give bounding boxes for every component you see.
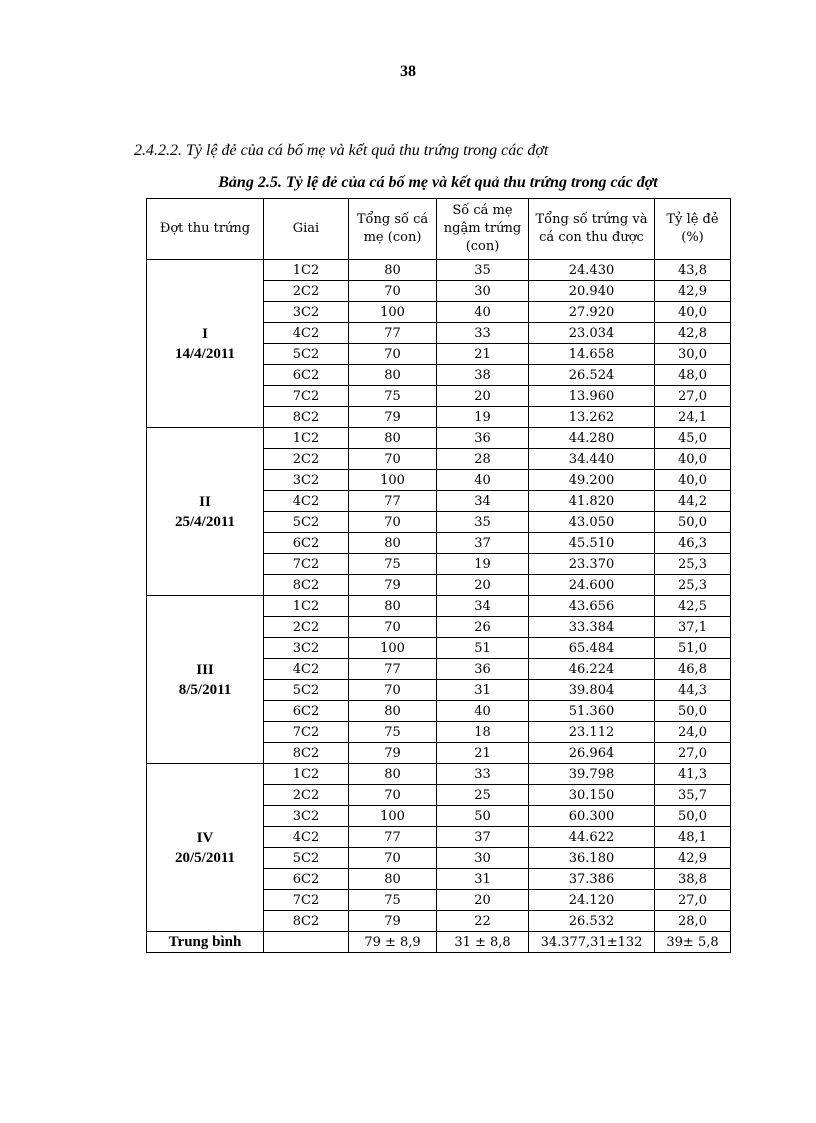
cell-total-eggs: 30.150: [529, 785, 655, 806]
cell-total-eggs: 45.510: [529, 533, 655, 554]
cell-brooding-females: 36: [437, 428, 529, 449]
cell-total-eggs: 60.300: [529, 806, 655, 827]
cell-total-eggs: 13.262: [529, 407, 655, 428]
cell-spawning-rate: 50,0: [655, 806, 731, 827]
summary-brooding-females: 31 ± 8,8: [437, 932, 529, 953]
cell-spawning-rate: 44,3: [655, 680, 731, 701]
cell-total-eggs: 20.940: [529, 281, 655, 302]
cell-total-eggs: 24.600: [529, 575, 655, 596]
cell-spawning-rate: 27,0: [655, 386, 731, 407]
header-ty-le-de: Tỷ lệ đẻ (%): [655, 199, 731, 260]
cell-giai: 2C2: [264, 617, 349, 638]
cell-giai: 8C2: [264, 743, 349, 764]
batch-cell: [147, 428, 264, 596]
cell-total-eggs: 26.964: [529, 743, 655, 764]
cell-brooding-females: 21: [437, 743, 529, 764]
cell-brooding-females: 37: [437, 533, 529, 554]
summary-total-eggs: 34.377,31±132: [529, 932, 655, 953]
cell-total-eggs: 39.804: [529, 680, 655, 701]
cell-brooding-females: 31: [437, 869, 529, 890]
cell-giai: 6C2: [264, 869, 349, 890]
cell-spawning-rate: 42,9: [655, 281, 731, 302]
cell-total-females: 100: [349, 302, 437, 323]
batch-cell: [147, 596, 264, 764]
cell-giai: 8C2: [264, 575, 349, 596]
cell-total-eggs: 44.622: [529, 827, 655, 848]
summary-spawning-rate: 39± 5,8: [655, 932, 731, 953]
cell-giai: 8C2: [264, 407, 349, 428]
batch-date: 8/5/2011: [178, 681, 232, 698]
cell-spawning-rate: 37,1: [655, 617, 731, 638]
cell-total-females: 80: [349, 596, 437, 617]
cell-total-females: 80: [349, 701, 437, 722]
cell-brooding-females: 40: [437, 302, 529, 323]
cell-giai: 4C2: [264, 491, 349, 512]
cell-total-eggs: 27.920: [529, 302, 655, 323]
cell-spawning-rate: 40,0: [655, 449, 731, 470]
summary-total-females: 79 ± 8,9: [349, 932, 437, 953]
cell-spawning-rate: 38,8: [655, 869, 731, 890]
summary-giai: [264, 932, 349, 953]
cell-brooding-females: 35: [437, 260, 529, 281]
cell-brooding-females: 33: [437, 764, 529, 785]
cell-brooding-females: 25: [437, 785, 529, 806]
cell-total-eggs: 36.180: [529, 848, 655, 869]
cell-total-females: 100: [349, 470, 437, 491]
cell-total-eggs: 26.532: [529, 911, 655, 932]
table-caption: Bảng 2.5. Tỷ lệ đẻ của cá bố mẹ và kết quả thu trứng trong các đợt: [218, 174, 658, 191]
cell-total-females: 75: [349, 722, 437, 743]
header-so-ca-me-ngam-trung: Số cá mẹ ngậm trứng (con): [437, 199, 529, 260]
table-row: [147, 260, 731, 281]
cell-total-eggs: 43.050: [529, 512, 655, 533]
cell-total-females: 75: [349, 386, 437, 407]
cell-giai: 4C2: [264, 827, 349, 848]
cell-total-females: 79: [349, 743, 437, 764]
cell-total-eggs: 37.386: [529, 869, 655, 890]
cell-total-females: 80: [349, 533, 437, 554]
cell-brooding-females: 19: [437, 407, 529, 428]
header-giai: Giai: [264, 199, 349, 260]
cell-giai: 1C2: [264, 596, 349, 617]
cell-giai: 1C2: [264, 260, 349, 281]
cell-spawning-rate: 40,0: [655, 470, 731, 491]
batch-label: II: [199, 493, 211, 510]
cell-total-eggs: 65.484: [529, 638, 655, 659]
cell-total-eggs: 51.360: [529, 701, 655, 722]
cell-total-females: 70: [349, 512, 437, 533]
cell-brooding-females: 22: [437, 911, 529, 932]
cell-giai: 4C2: [264, 323, 349, 344]
cell-spawning-rate: 46,3: [655, 533, 731, 554]
cell-brooding-females: 40: [437, 470, 529, 491]
page-number: 38: [400, 63, 416, 80]
cell-giai: 3C2: [264, 806, 349, 827]
cell-spawning-rate: 48,0: [655, 365, 731, 386]
cell-spawning-rate: 42,5: [655, 596, 731, 617]
batch-cell: [147, 764, 264, 932]
cell-giai: 5C2: [264, 680, 349, 701]
cell-brooding-females: 51: [437, 638, 529, 659]
batch-label: I: [202, 325, 208, 342]
cell-spawning-rate: 25,3: [655, 575, 731, 596]
cell-giai: 7C2: [264, 722, 349, 743]
batch-label: IV: [196, 829, 214, 846]
cell-spawning-rate: 40,0: [655, 302, 731, 323]
cell-spawning-rate: 27,0: [655, 890, 731, 911]
cell-giai: 7C2: [264, 386, 349, 407]
cell-brooding-females: 30: [437, 281, 529, 302]
cell-total-females: 70: [349, 848, 437, 869]
cell-total-eggs: 13.960: [529, 386, 655, 407]
cell-giai: 6C2: [264, 701, 349, 722]
batch-label: III: [196, 661, 214, 678]
cell-brooding-females: 19: [437, 554, 529, 575]
batch-cell: [147, 260, 264, 428]
cell-total-females: 80: [349, 365, 437, 386]
section-heading: 2.4.2.2. Tỷ lệ đẻ của cá bố mẹ và kết quả thu trứng trong các đợt: [134, 142, 549, 159]
table-header-row: [147, 199, 731, 260]
header-tong-so-ca-me: Tổng số cá mẹ (con): [349, 199, 437, 260]
cell-total-eggs: 39.798: [529, 764, 655, 785]
cell-total-females: 77: [349, 827, 437, 848]
cell-total-females: 79: [349, 407, 437, 428]
cell-spawning-rate: 44,2: [655, 491, 731, 512]
cell-total-eggs: 34.440: [529, 449, 655, 470]
cell-giai: 4C2: [264, 659, 349, 680]
summary-row: [147, 932, 731, 953]
cell-brooding-females: 37: [437, 827, 529, 848]
cell-giai: 2C2: [264, 785, 349, 806]
cell-spawning-rate: 42,9: [655, 848, 731, 869]
cell-total-females: 79: [349, 911, 437, 932]
summary-label: Trung bình: [147, 932, 264, 953]
cell-total-females: 70: [349, 785, 437, 806]
cell-spawning-rate: 51,0: [655, 638, 731, 659]
batch-date: 20/5/2011: [174, 849, 235, 866]
cell-brooding-females: 18: [437, 722, 529, 743]
cell-giai: 3C2: [264, 470, 349, 491]
cell-total-females: 80: [349, 428, 437, 449]
table-row: [147, 596, 731, 617]
cell-brooding-females: 31: [437, 680, 529, 701]
cell-giai: 7C2: [264, 890, 349, 911]
cell-total-females: 79: [349, 575, 437, 596]
table-row: [147, 428, 731, 449]
batch-date: 25/4/2011: [174, 513, 235, 530]
cell-giai: 1C2: [264, 428, 349, 449]
cell-brooding-females: 40: [437, 701, 529, 722]
cell-giai: 2C2: [264, 281, 349, 302]
cell-total-females: 70: [349, 449, 437, 470]
cell-giai: 8C2: [264, 911, 349, 932]
cell-spawning-rate: 45,0: [655, 428, 731, 449]
cell-brooding-females: 38: [437, 365, 529, 386]
cell-brooding-females: 20: [437, 890, 529, 911]
batch-date: 14/4/2011: [174, 345, 235, 362]
cell-spawning-rate: 25,3: [655, 554, 731, 575]
cell-giai: 5C2: [264, 344, 349, 365]
cell-total-females: 100: [349, 806, 437, 827]
cell-spawning-rate: 24,1: [655, 407, 731, 428]
cell-spawning-rate: 30,0: [655, 344, 731, 365]
cell-total-eggs: 26.524: [529, 365, 655, 386]
cell-spawning-rate: 27,0: [655, 743, 731, 764]
spawning-rate-table: [146, 198, 731, 953]
cell-total-eggs: 33.384: [529, 617, 655, 638]
cell-brooding-females: 28: [437, 449, 529, 470]
cell-giai: 5C2: [264, 848, 349, 869]
cell-brooding-females: 33: [437, 323, 529, 344]
cell-total-females: 77: [349, 323, 437, 344]
cell-brooding-females: 35: [437, 512, 529, 533]
cell-total-eggs: 23.370: [529, 554, 655, 575]
header-tong-so-trung: Tổng số trứng và cá con thu được: [529, 199, 655, 260]
cell-brooding-females: 36: [437, 659, 529, 680]
cell-brooding-females: 26: [437, 617, 529, 638]
cell-total-eggs: 24.430: [529, 260, 655, 281]
cell-total-eggs: 49.200: [529, 470, 655, 491]
cell-giai: 6C2: [264, 533, 349, 554]
cell-giai: 3C2: [264, 638, 349, 659]
cell-giai: 5C2: [264, 512, 349, 533]
cell-giai: 3C2: [264, 302, 349, 323]
cell-total-eggs: 23.034: [529, 323, 655, 344]
cell-total-females: 80: [349, 764, 437, 785]
cell-total-eggs: 14.658: [529, 344, 655, 365]
cell-spawning-rate: 35,7: [655, 785, 731, 806]
cell-brooding-females: 34: [437, 491, 529, 512]
cell-total-females: 80: [349, 869, 437, 890]
cell-spawning-rate: 42,8: [655, 323, 731, 344]
cell-total-eggs: 23.112: [529, 722, 655, 743]
cell-brooding-females: 50: [437, 806, 529, 827]
cell-total-females: 80: [349, 260, 437, 281]
cell-total-females: 77: [349, 491, 437, 512]
cell-giai: 7C2: [264, 554, 349, 575]
cell-spawning-rate: 41,3: [655, 764, 731, 785]
cell-total-females: 70: [349, 680, 437, 701]
cell-brooding-females: 20: [437, 386, 529, 407]
cell-giai: 2C2: [264, 449, 349, 470]
cell-total-females: 100: [349, 638, 437, 659]
cell-total-females: 75: [349, 890, 437, 911]
cell-total-eggs: 43.656: [529, 596, 655, 617]
cell-spawning-rate: 46,8: [655, 659, 731, 680]
table-row: [147, 764, 731, 785]
cell-brooding-females: 20: [437, 575, 529, 596]
header-dot-thu-trung: Đợt thu trứng: [147, 199, 264, 260]
cell-spawning-rate: 28,0: [655, 911, 731, 932]
cell-total-females: 75: [349, 554, 437, 575]
cell-brooding-females: 30: [437, 848, 529, 869]
cell-spawning-rate: 24,0: [655, 722, 731, 743]
cell-total-eggs: 46.224: [529, 659, 655, 680]
cell-total-eggs: 24.120: [529, 890, 655, 911]
cell-brooding-females: 21: [437, 344, 529, 365]
cell-total-females: 70: [349, 617, 437, 638]
cell-spawning-rate: 50,0: [655, 512, 731, 533]
cell-total-eggs: 44.280: [529, 428, 655, 449]
cell-total-females: 77: [349, 659, 437, 680]
cell-total-females: 70: [349, 344, 437, 365]
cell-total-females: 70: [349, 281, 437, 302]
cell-giai: 1C2: [264, 764, 349, 785]
cell-spawning-rate: 48,1: [655, 827, 731, 848]
cell-spawning-rate: 50,0: [655, 701, 731, 722]
cell-spawning-rate: 43,8: [655, 260, 731, 281]
cell-total-eggs: 41.820: [529, 491, 655, 512]
cell-brooding-females: 34: [437, 596, 529, 617]
cell-giai: 6C2: [264, 365, 349, 386]
